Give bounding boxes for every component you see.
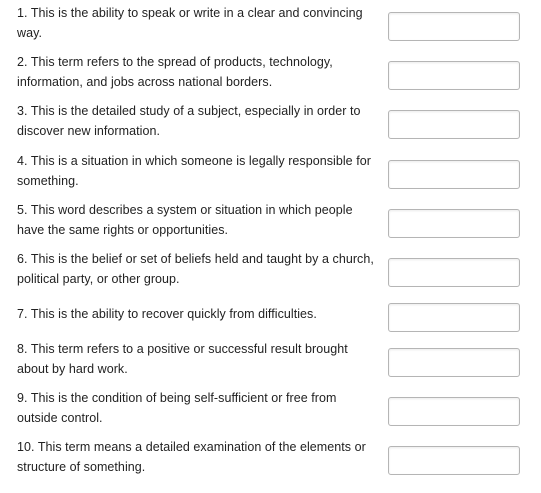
question-text-5: 5. This word describes a system or situation in which people have the same rights or opportunities. (17, 203, 353, 237)
answer-input-10[interactable] (388, 446, 520, 475)
answer-input-6[interactable] (388, 258, 520, 287)
question-text-2: 2. This term refers to the spread of products, technology, information, and jobs across national borders. (17, 55, 333, 89)
question-text-4: 4. This is a situation in which someone is legally responsible for something. (17, 154, 371, 188)
answer-input-9[interactable] (388, 397, 520, 426)
question-text-7: 7. This is the ability to recover quickly from difficulties. (17, 307, 317, 321)
answer-input-4[interactable] (388, 160, 520, 189)
answer-input-3[interactable] (388, 110, 520, 139)
answer-input-8[interactable] (388, 348, 520, 377)
question-text-1: 1. This is the ability to speak or write in a clear and convincing way. (17, 6, 363, 40)
answer-input-2[interactable] (388, 61, 520, 90)
question-text-3: 3. This is the detailed study of a subject, especially in order to discover new information. (17, 104, 361, 138)
question-text-8: 8. This term refers to a positive or successful result brought about by hard work. (17, 342, 348, 376)
question-text-9: 9. This is the condition of being self-sufficient or free from outside control. (17, 391, 337, 425)
answer-input-7[interactable] (388, 303, 520, 332)
answer-input-1[interactable] (388, 12, 520, 41)
question-text-10: 10. This term means a detailed examination of the elements or structure of something. (17, 440, 366, 474)
answer-input-5[interactable] (388, 209, 520, 238)
question-text-6: 6. This is the belief or set of beliefs held and taught by a church, political party, or other group. (17, 252, 374, 286)
